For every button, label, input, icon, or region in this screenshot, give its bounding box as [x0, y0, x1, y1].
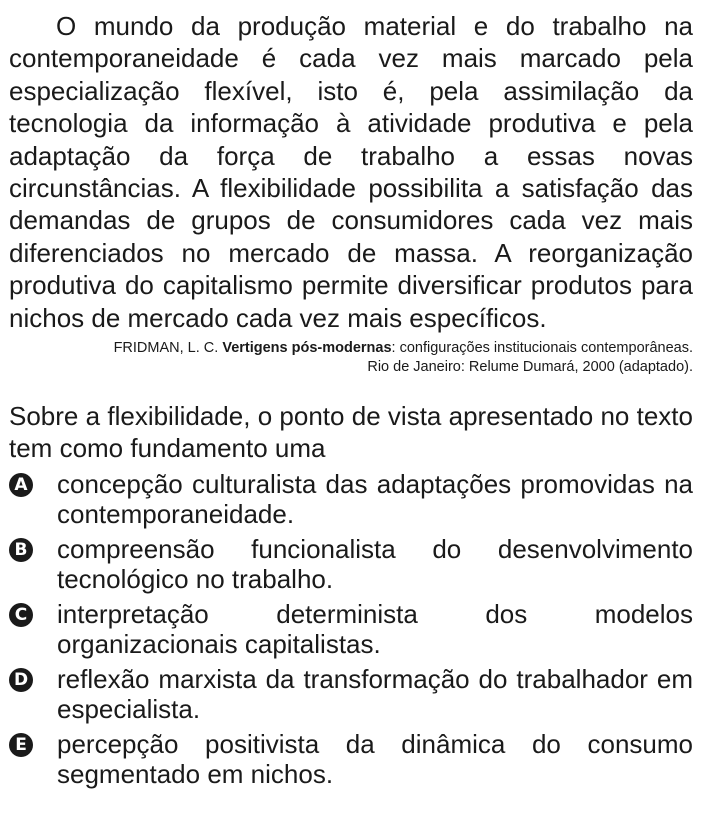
option-a[interactable] — [9, 469, 693, 529]
option-e-text: percepção positivista da dinâmica do consumo segmentado em nichos. — [57, 729, 693, 790]
option-c-text: interpretação determinista dos modelos organizacionais capitalistas. — [57, 599, 693, 660]
option-e[interactable] — [9, 729, 693, 789]
option-d[interactable] — [9, 664, 693, 724]
option-c-letter-icon: C — [9, 603, 33, 627]
citation-subtitle: : configurações institucionais contemporâneas. — [391, 340, 693, 357]
option-a-text: concepção culturalista das adaptações promovidas na contemporaneidade. — [57, 469, 693, 530]
passage-text: O mundo da produção material e do trabalho na contemporaneidade é cada vez mais marcado pela especialização flexível, isto é, pela assimilação da tecnologia da informação à atividade produtiva e pela adaptação da força de trabalho a essas novas circunstâncias. A flexibilidade possibilita a satisfação das demandas de grupos de consumidores cada vez mais diferenciados no mercado de massa. A reorganização produtiva do capitalismo permite diversificar produtos para nichos de mercado cada vez mais específicos. — [9, 11, 693, 333]
citation-publication: Rio de Janeiro: Relume Dumará, 2000 (adaptado). — [367, 359, 693, 376]
citation — [9, 339, 693, 377]
answer-options — [9, 469, 693, 789]
option-b-letter-icon: B — [9, 538, 33, 562]
option-c[interactable] — [9, 599, 693, 659]
citation-author: FRIDMAN, L. C. — [113, 340, 223, 357]
question-stem: Sobre a flexibilidade, o ponto de vista apresentado no texto tem como fundamento uma — [9, 401, 693, 464]
option-d-text: reflexão marxista da transformação do trabalhador em especialista. — [57, 664, 693, 725]
option-b[interactable] — [9, 534, 693, 594]
option-e-letter-icon: E — [9, 733, 33, 757]
option-d-letter-icon: D — [9, 668, 33, 692]
option-b-text: compreensão funcionalista do desenvolvimento tecnológico no trabalho. — [57, 534, 693, 595]
option-a-letter-icon: A — [9, 473, 33, 497]
citation-work-title: Vertigens pós-modernas — [222, 340, 392, 357]
